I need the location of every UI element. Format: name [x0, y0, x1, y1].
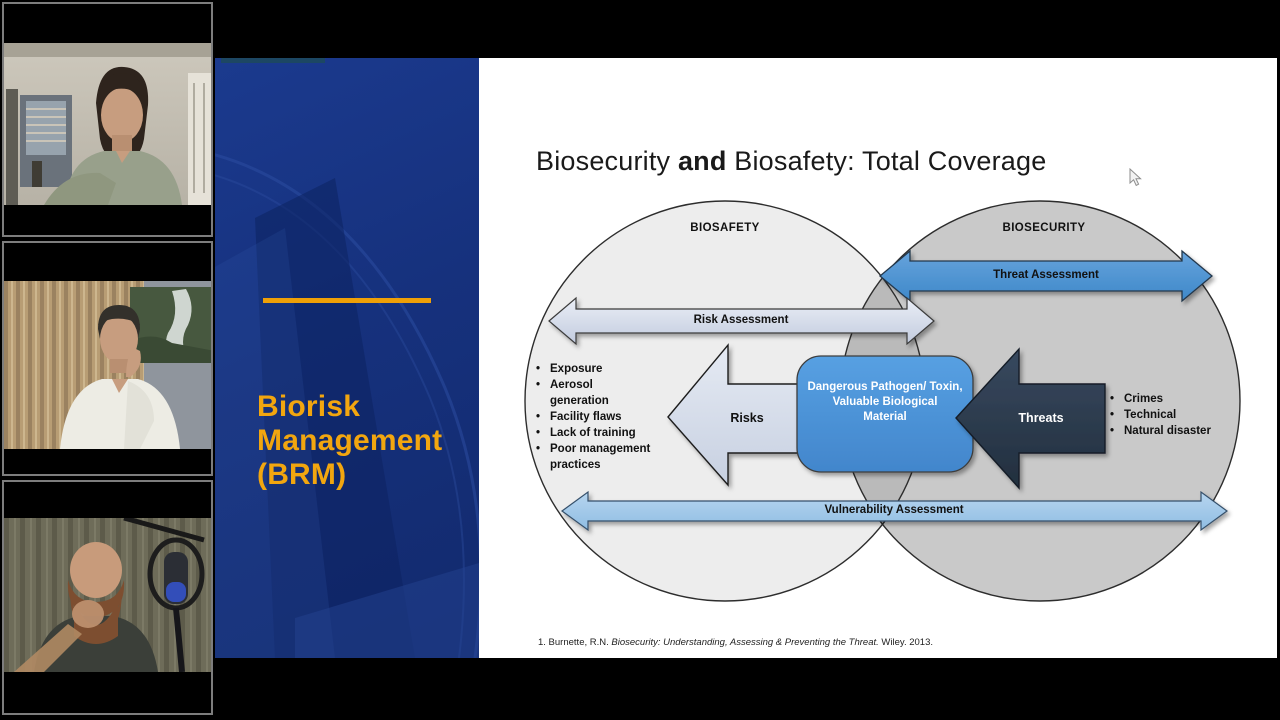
- threat-bullet: • Natural disaster: [1109, 423, 1229, 439]
- venn-diagram: [479, 58, 1277, 658]
- slide-canvas: [479, 58, 1277, 658]
- webcam-participant-3[interactable]: [2, 480, 213, 715]
- risk-bullet: • Lack of training: [535, 425, 653, 441]
- risk-bullet: • Facility flaws: [535, 409, 653, 425]
- participant-3-head: [70, 542, 122, 598]
- vulnerability-assessment-label: Vulnerability Assessment: [824, 504, 964, 516]
- risk-assessment-label: Risk Assessment: [693, 314, 789, 326]
- threats-label: Threats: [1018, 411, 1064, 425]
- threat-bullet-list: [1109, 391, 1229, 439]
- section-title-line: Management: [257, 424, 443, 458]
- participant-3-video: [4, 518, 213, 672]
- slide-title-part2: Biosafety: Total Coverage: [734, 146, 1047, 176]
- biosecurity-label: BIOSECURITY: [1002, 222, 1086, 234]
- slide-left-panel: [215, 58, 479, 658]
- dangerous-pathogen-text: [797, 380, 973, 425]
- threat-bullet: • Crimes: [1109, 391, 1229, 407]
- threat-bullet: • Technical: [1109, 407, 1229, 423]
- box-line: Dangerous Pathogen/ Toxin,: [807, 381, 963, 393]
- participant-2-video: [4, 281, 213, 449]
- box-line: Material: [863, 411, 907, 423]
- citation-prefix: 1. Burnette, R.N.: [538, 637, 609, 648]
- risk-bullet-list: [535, 361, 653, 473]
- building-backdrop: [215, 58, 479, 658]
- risk-bullet: • Poor management practices: [535, 441, 653, 473]
- webcam-participant-1[interactable]: [2, 2, 213, 237]
- section-title-line: Biorisk: [257, 390, 361, 424]
- participant-1-video: [4, 43, 213, 205]
- box-line: Valuable Biological: [832, 396, 938, 408]
- participants-sidebar: [0, 0, 215, 720]
- webcam-participant-2[interactable]: [2, 241, 213, 476]
- slide-title-bold-word: and: [677, 146, 727, 176]
- slide-section-title: [257, 390, 442, 492]
- participant-3-hand: [72, 600, 104, 628]
- slide-title-part1: Biosecurity: [536, 146, 671, 176]
- presentation-area: [215, 58, 1277, 658]
- section-title-line: (BRM): [257, 458, 347, 492]
- citation-title: Biosecurity: Understanding, Assessing & Preventing the Threat.: [611, 637, 879, 648]
- accent-line: [263, 298, 431, 303]
- risk-bullet: • Aerosol generation: [535, 377, 653, 409]
- risk-bullet: • Exposure: [535, 361, 653, 377]
- citation: [538, 637, 933, 648]
- mouse-cursor-icon: [1129, 168, 1143, 188]
- panel-top-strip: [221, 58, 325, 63]
- citation-suffix: Wiley. 2013.: [881, 637, 933, 648]
- threat-assessment-label: Threat Assessment: [993, 269, 1099, 281]
- mic-blue-light: [166, 582, 186, 602]
- biosafety-label: BIOSAFETY: [690, 222, 760, 234]
- risks-label: Risks: [730, 411, 764, 425]
